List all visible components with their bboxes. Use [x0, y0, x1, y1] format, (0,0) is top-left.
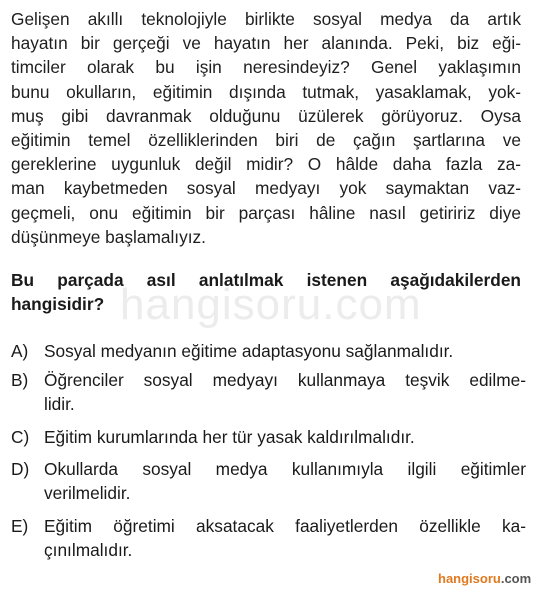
question-stem — [11, 268, 521, 317]
passage-line: geçmeli, onu eğitimin bir parçası hâline nasıl getiririz diye — [11, 202, 521, 223]
option-line: Sosyal medyanın eğitime adaptasyonu sağlanmalıdır. — [44, 341, 454, 361]
passage-line: bunu okulların, eğitimin dışında tutmak, yasaklamak, yok- — [11, 81, 521, 102]
passage-line: hayatın bir gerçeği ve hayatın her alanında. Peki, biz eği- — [11, 33, 521, 54]
option-line: Eğitim kurumlarında her tür yasak kaldırılmalıdır. — [44, 427, 415, 447]
option-letter: A) — [11, 341, 29, 361]
option-text — [44, 339, 526, 363]
passage-line: timciler olarak bu işin neresindeyiz? Genel yaklaşımın — [11, 57, 521, 78]
option-line: lidir. — [44, 394, 75, 415]
passage — [11, 7, 521, 249]
option-text — [44, 457, 526, 505]
question-line: Bu parçada asıl anlatılmak istenen aşağıdakilerden — [11, 270, 521, 290]
passage-line: gereklerine uygunluk değil midir? O hâlde daha fazla za- — [11, 154, 521, 175]
brand-part: .com — [500, 571, 532, 586]
option-line: Öğrenciler sosyal medyayı kullanmaya teşvik edilme- — [44, 370, 526, 390]
passage-line: Gelişen akıllı teknolojiyle birlikte sosyal medya da artık — [11, 9, 521, 29]
brand-logo — [438, 571, 531, 586]
watermark-text: hangisoru.com — [120, 280, 422, 329]
option-text — [44, 514, 526, 562]
option-text — [44, 368, 526, 416]
option-line: Okullarda sosyal medya kullanımıyla ilgili eğitimler — [44, 459, 526, 479]
option-text — [44, 425, 526, 449]
brand-part: hangi — [438, 571, 473, 586]
option-letter: D) — [11, 459, 30, 479]
option-line: verilmelidir. — [44, 483, 131, 504]
option-line: çınılmalıdır. — [44, 540, 133, 561]
option-letter: E) — [11, 516, 29, 536]
brand-part: soru — [472, 571, 501, 586]
passage-line: muş gibi davranmak olduğunu üzülerek görüyoruz. Oysa — [11, 105, 521, 126]
question-line: hangisidir? — [11, 294, 105, 315]
passage-line: man kaybetmeden sosyal medyayı yok saymaktan vaz- — [11, 178, 521, 199]
option-letter: B) — [11, 370, 29, 390]
passage-line: düşünmeye başlamalıyız. — [11, 226, 206, 247]
passage-line: eğitimin temel özelliklerinden biri de çağın şartlarına ve — [11, 129, 521, 150]
option-line: Eğitim öğretimi aksatacak faaliyetlerden özellikle ka- — [44, 516, 526, 536]
option-letter: C) — [11, 427, 30, 447]
